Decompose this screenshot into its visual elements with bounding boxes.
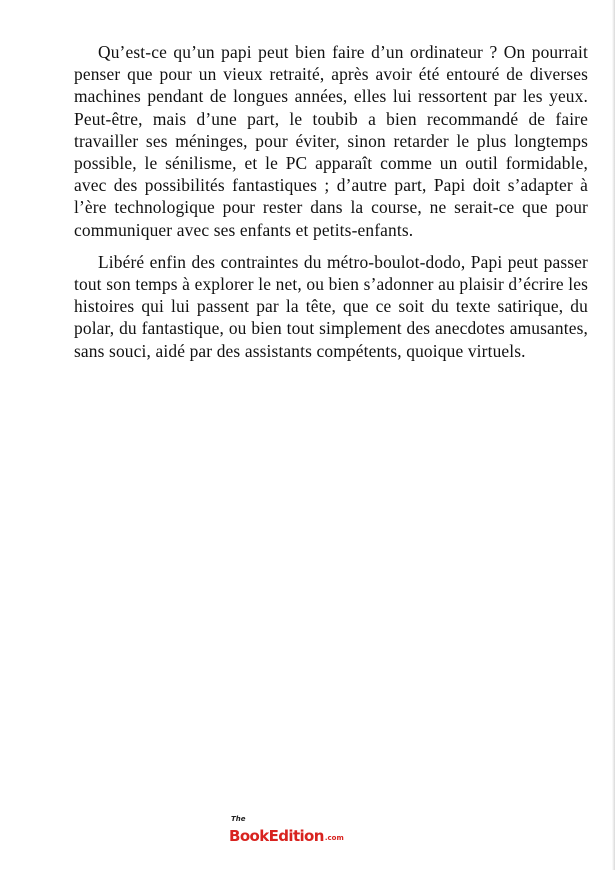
paragraph-1: Qu’est-ce qu’un papi peut bien faire d’un ordinateur ? On pourrait penser que pour un vieux retraité, après avoir été entouré de diverses machines pendant de longues années, elles lui ressortent par les yeux. Peut-être, mais d’une part, le toubib a bien recommandé de faire travailler ses méninges, pour éviter, sinon retarder le plus longtemps possible, le sénilisme, et le PC apparaît comme un outil formidable, avec des possibilités fantastiques ; d’autre part, Papi doit s’adapter à l’ère technologique pour rester dans la course, ne serait-ce que pour communiquer avec ses enfants et petits-enfants. xyxy=(74,42,588,240)
logo-text: BookEdition xyxy=(229,827,324,845)
body-text xyxy=(74,41,588,372)
logo-prefix: The xyxy=(231,815,246,823)
bookedition-logo xyxy=(229,815,344,845)
paragraph-2: Libéré enfin des contraintes du métro-boulot-dodo, Papi peut passer tout son temps à explorer le net, ou bien s’adonner au plaisir d’écrire les histoires qui lui passent par la tête, que ce soit du texte satirique, du polar, du fantastique, ou bien tout simplement des anecdotes amusantes, sans souci, aidé par des assistants compétents, quoique virtuels. xyxy=(74,251,588,361)
logo-suffix: .com xyxy=(324,834,344,842)
